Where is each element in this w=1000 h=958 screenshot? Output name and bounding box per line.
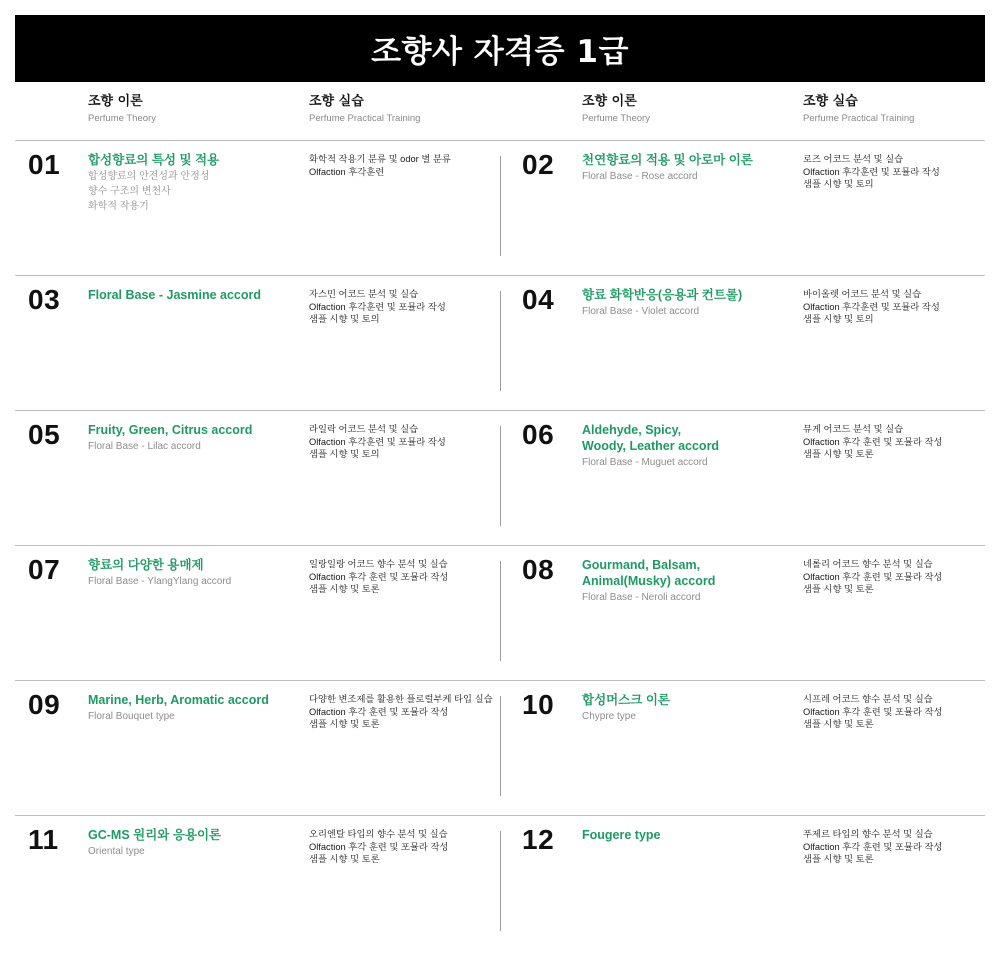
column-divider <box>500 426 501 526</box>
module-subtopic: Chypre type <box>582 711 636 722</box>
module-number: 11 <box>28 824 59 855</box>
module-title: 향료 화학반응(응용과 컨트롤) <box>582 288 743 302</box>
practice-item: Olfaction 후각훈련 및 포뮬라 작성 <box>803 301 940 312</box>
module-title: Animal(Musky) accord <box>582 574 716 588</box>
page-title: 조향사 자격증 1급 <box>371 34 629 70</box>
module-title: 합성머스크 이론 <box>582 693 670 707</box>
header-practice-left <box>309 94 420 126</box>
module-title: GC-MS 원리와 응용이론 <box>88 828 222 842</box>
module-subtopic: Floral Base - Muguet accord <box>582 457 708 468</box>
module-subtopic: Floral Base - Rose accord <box>582 171 698 182</box>
module-subtopic: Floral Base - Violet accord <box>582 306 700 317</box>
practice-item: Olfaction 후각 훈련 및 포뮬라 작성 <box>309 706 449 717</box>
module-theory <box>582 692 787 723</box>
module-practice <box>309 153 494 178</box>
module-number: 05 <box>28 419 61 450</box>
column-divider <box>500 831 501 931</box>
practice-item: 샘플 시향 및 토론 <box>309 854 380 864</box>
module-theory <box>88 287 293 303</box>
practice-item: 샘플 시향 및 토론 <box>309 719 380 729</box>
header-practice-en: Perfume Practical Training <box>309 113 421 124</box>
module-title: Woody, Leather accord <box>582 439 720 453</box>
practice-item: Olfaction 후각훈련 및 포뮬라 작성 <box>309 436 446 447</box>
practice-item: 샘플 시향 및 토론 <box>803 584 874 594</box>
practice-item: 자스민 어코드 분석 및 실습 <box>309 289 419 299</box>
module-subtopic: 향수 구조의 변천사 <box>88 186 171 197</box>
header-theory-ko: 조향 이론 <box>88 94 143 109</box>
module-title: Fougere type <box>582 828 661 842</box>
practice-item: 라일락 어코드 분석 및 실습 <box>309 424 419 434</box>
module-practice <box>309 693 494 731</box>
module-subtopic: 화학적 작용기 <box>88 201 149 212</box>
practice-item: 일랑일랑 어코드 향수 분석 및 실습 <box>309 559 448 569</box>
row-divider <box>15 140 985 141</box>
module-title: Gourmand, Balsam, <box>582 558 701 572</box>
column-divider <box>500 156 501 256</box>
module-subtopic: Floral Bouquet type <box>88 711 175 722</box>
module-title: 향료의 다양한 용매제 <box>88 558 204 572</box>
header-practice-ko: 조향 실습 <box>803 94 858 109</box>
module-subtopic: Floral Base - Lilac accord <box>88 441 201 452</box>
practice-item: 샘플 시향 및 토의 <box>803 179 874 189</box>
title-banner <box>15 15 985 82</box>
practice-item: 푸제르 타입의 향수 분석 및 실습 <box>803 829 933 839</box>
practice-item: 샘플 시향 및 토론 <box>309 584 380 594</box>
practice-item: Olfaction 후각훈련 및 포뮬라 작성 <box>803 166 940 177</box>
header-theory-left <box>88 94 156 126</box>
module-title: Marine, Herb, Aromatic accord <box>88 693 269 707</box>
module-number: 02 <box>522 149 555 180</box>
practice-item: Olfaction 후각 훈련 및 포뮬라 작성 <box>309 571 449 582</box>
module-theory <box>582 287 787 318</box>
practice-item: 샘플 시향 및 토론 <box>803 719 874 729</box>
module-subtopic: Floral Base - Neroli accord <box>582 592 701 603</box>
practice-item: Olfaction 후각 훈련 및 포뮬라 작성 <box>803 436 943 447</box>
module-theory <box>582 152 787 183</box>
row-divider <box>15 275 985 276</box>
module-number: 07 <box>28 554 61 585</box>
module-number: 04 <box>522 284 555 315</box>
module-practice <box>803 423 988 461</box>
module-theory <box>582 557 787 604</box>
practice-item: 바이올렛 어코드 분석 및 실습 <box>803 289 922 299</box>
practice-item: Olfaction 후각 훈련 및 포뮬라 작성 <box>803 841 943 852</box>
module-theory <box>582 827 787 843</box>
module-number: 03 <box>28 284 61 315</box>
header-practice-right <box>803 94 914 126</box>
header-theory-en: Perfume Theory <box>582 113 650 124</box>
module-subtopic: 합성향료의 안전성과 안정성 <box>88 171 210 182</box>
module-practice <box>309 288 494 326</box>
module-subtopic: Floral Base - YlangYlang accord <box>88 576 232 587</box>
practice-item: Olfaction 후각 훈련 및 포뮬라 작성 <box>309 841 449 852</box>
module-practice <box>309 558 494 596</box>
column-divider <box>500 696 501 796</box>
module-practice <box>803 288 988 326</box>
practice-item: Olfaction 후각 훈련 및 포뮬라 작성 <box>803 706 943 717</box>
header-practice-en: Perfume Practical Training <box>803 113 915 124</box>
module-theory <box>582 422 787 469</box>
row-divider <box>15 815 985 816</box>
module-number: 09 <box>28 689 61 720</box>
practice-item: 뮤게 어코드 분석 및 실습 <box>803 424 904 434</box>
module-title: Aldehyde, Spicy, <box>582 423 682 437</box>
header-theory-ko: 조향 이론 <box>582 94 637 109</box>
module-theory <box>88 692 293 723</box>
practice-item: 샘플 시향 및 토론 <box>803 854 874 864</box>
module-number: 10 <box>522 689 555 720</box>
module-title: Floral Base - Jasmine accord <box>88 288 261 302</box>
column-divider <box>500 561 501 661</box>
practice-item: 오리엔탈 타입의 향수 분석 및 실습 <box>309 829 448 839</box>
practice-item: 화학적 작용기 분류 및 odor 별 분류 <box>309 154 451 164</box>
practice-item: 샘플 시향 및 토의 <box>309 314 380 324</box>
module-theory <box>88 557 293 588</box>
practice-item: Olfaction 후각훈련 및 포뮬라 작성 <box>309 301 446 312</box>
practice-item: 로즈 어코드 분석 및 실습 <box>803 154 904 164</box>
practice-item: 샘플 시향 및 토의 <box>309 449 380 459</box>
practice-item: 네롤리 어코드 향수 분석 및 실습 <box>803 559 933 569</box>
practice-item: Olfaction 후각 훈련 및 포뮬라 작성 <box>803 571 943 582</box>
module-practice <box>309 423 494 461</box>
module-subtopic: Oriental type <box>88 846 145 857</box>
practice-item: 다양한 변조제를 활용한 플로럴부케 타입 실습 <box>309 694 493 704</box>
module-title: 합성향료의 특성 및 적용 <box>88 153 220 167</box>
module-practice <box>803 828 988 866</box>
practice-item: Olfaction 후각훈련 <box>309 166 385 177</box>
practice-item: 시프레 어코드 향수 분석 및 실습 <box>803 694 933 704</box>
module-number: 01 <box>28 149 61 180</box>
module-number: 08 <box>522 554 555 585</box>
row-divider <box>15 680 985 681</box>
module-theory <box>88 152 293 213</box>
module-practice <box>803 558 988 596</box>
row-divider <box>15 410 985 411</box>
header-practice-ko: 조향 실습 <box>309 94 364 109</box>
header-theory-right <box>582 94 650 126</box>
practice-item: 샘플 시향 및 토론 <box>803 449 874 459</box>
module-theory <box>88 827 293 858</box>
module-theory <box>88 422 293 453</box>
module-title: 천연향료의 적용 및 아로마 이론 <box>582 153 753 167</box>
module-number: 06 <box>522 419 555 450</box>
practice-item: 샘플 시향 및 토의 <box>803 314 874 324</box>
module-practice <box>803 693 988 731</box>
module-practice <box>309 828 494 866</box>
column-divider <box>500 291 501 391</box>
module-title: Fruity, Green, Citrus accord <box>88 423 253 437</box>
module-practice <box>803 153 988 191</box>
module-number: 12 <box>522 824 555 855</box>
header-theory-en: Perfume Theory <box>88 113 156 124</box>
row-divider <box>15 545 985 546</box>
